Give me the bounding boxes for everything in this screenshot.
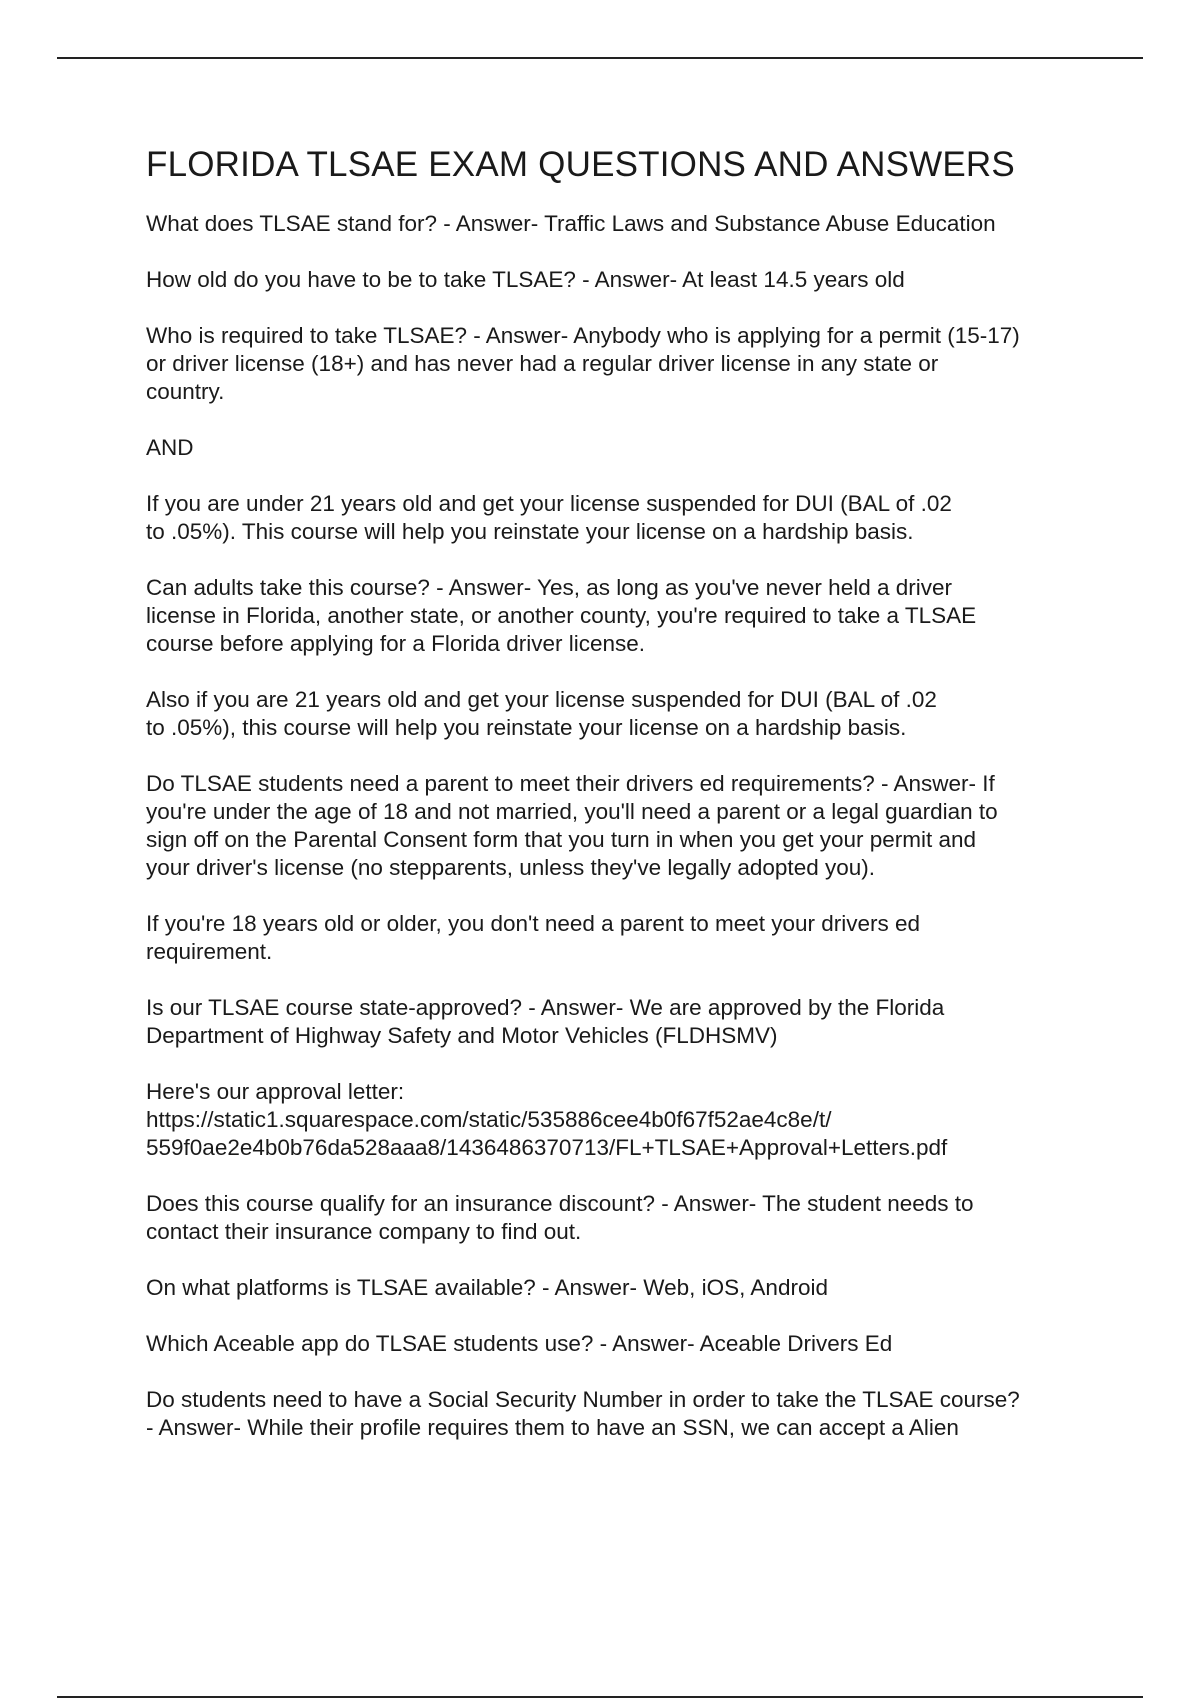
paragraph-18-older: If you're 18 years old or older, you don't need a parent to meet your drivers ed requirement. <box>146 911 921 964</box>
document-title: FLORIDA TLSAE EXAM QUESTIONS AND ANSWERS <box>146 145 1015 184</box>
paragraph-and: AND <box>146 435 194 460</box>
paragraph-adults: Can adults take this course? - Answer- Yes, as long as you've never held a driver license in Florida, another state, or another county, you're required to take a TLSAE course before applying for a Florida driver license. <box>146 575 977 656</box>
paragraph-parent-consent: Do TLSAE students need a parent to meet their drivers ed requirements? - Answer- If you're under the age of 18 and not married, you'll need a parent or a legal guardian to sign off on the Parental Consent form that you turn in when you get your permit and your driver's license (no stepparents, unless they've legally adopted you). <box>146 771 998 880</box>
paragraph-aceable-app: Which Aceable app do TLSAE students use? - Answer- Aceable Drivers Ed <box>146 1331 893 1356</box>
bottom-divider <box>57 1696 1143 1698</box>
paragraph-21-dui: Also if you are 21 years old and get your license suspended for DUI (BAL of .02 to .05%), this course will help you reinstate your license on a hardship basis. <box>146 687 937 740</box>
document-body <box>146 142 1106 1470</box>
paragraph-who-required: Who is required to take TLSAE? - Answer- Anybody who is applying for a permit (15-17) or driver license (18+) and has never had a regular driver license in any state or country. <box>146 323 1020 404</box>
top-divider <box>57 57 1143 59</box>
paragraph-under-21-dui: If you are under 21 years old and get your license suspended for DUI (BAL of .02 to .05%). This course will help you reinstate your license on a hardship basis. <box>146 491 952 544</box>
paragraph-platforms: On what platforms is TLSAE available? - Answer- Web, iOS, Android <box>146 1275 828 1300</box>
paragraph-approval-letter: Here's our approval letter: https://static1.squarespace.com/static/535886cee4b0f67f52ae4c8e/t/ 559f0ae2e4b0b76da528aaa8/1436486370713/FL+TLSAE+Approval+Letters.pdf <box>146 1079 948 1160</box>
paragraph-insurance-discount: Does this course qualify for an insurance discount? - Answer- The student needs to contact their insurance company to find out. <box>146 1191 974 1244</box>
paragraph-state-approved: Is our TLSAE course state-approved? - Answer- We are approved by the Florida Department of Highway Safety and Motor Vehicles (FLDHSMV) <box>146 995 945 1048</box>
paragraph-age-requirement: How old do you have to be to take TLSAE? - Answer- At least 14.5 years old <box>146 267 905 292</box>
paragraph-ssn: Do students need to have a Social Security Number in order to take the TLSAE course? - Answer- While their profile requires them to have an SSN, we can accept a Alien <box>146 1387 1020 1440</box>
paragraph-tlsae-meaning: What does TLSAE stand for? - Answer- Traffic Laws and Substance Abuse Education <box>146 211 996 236</box>
